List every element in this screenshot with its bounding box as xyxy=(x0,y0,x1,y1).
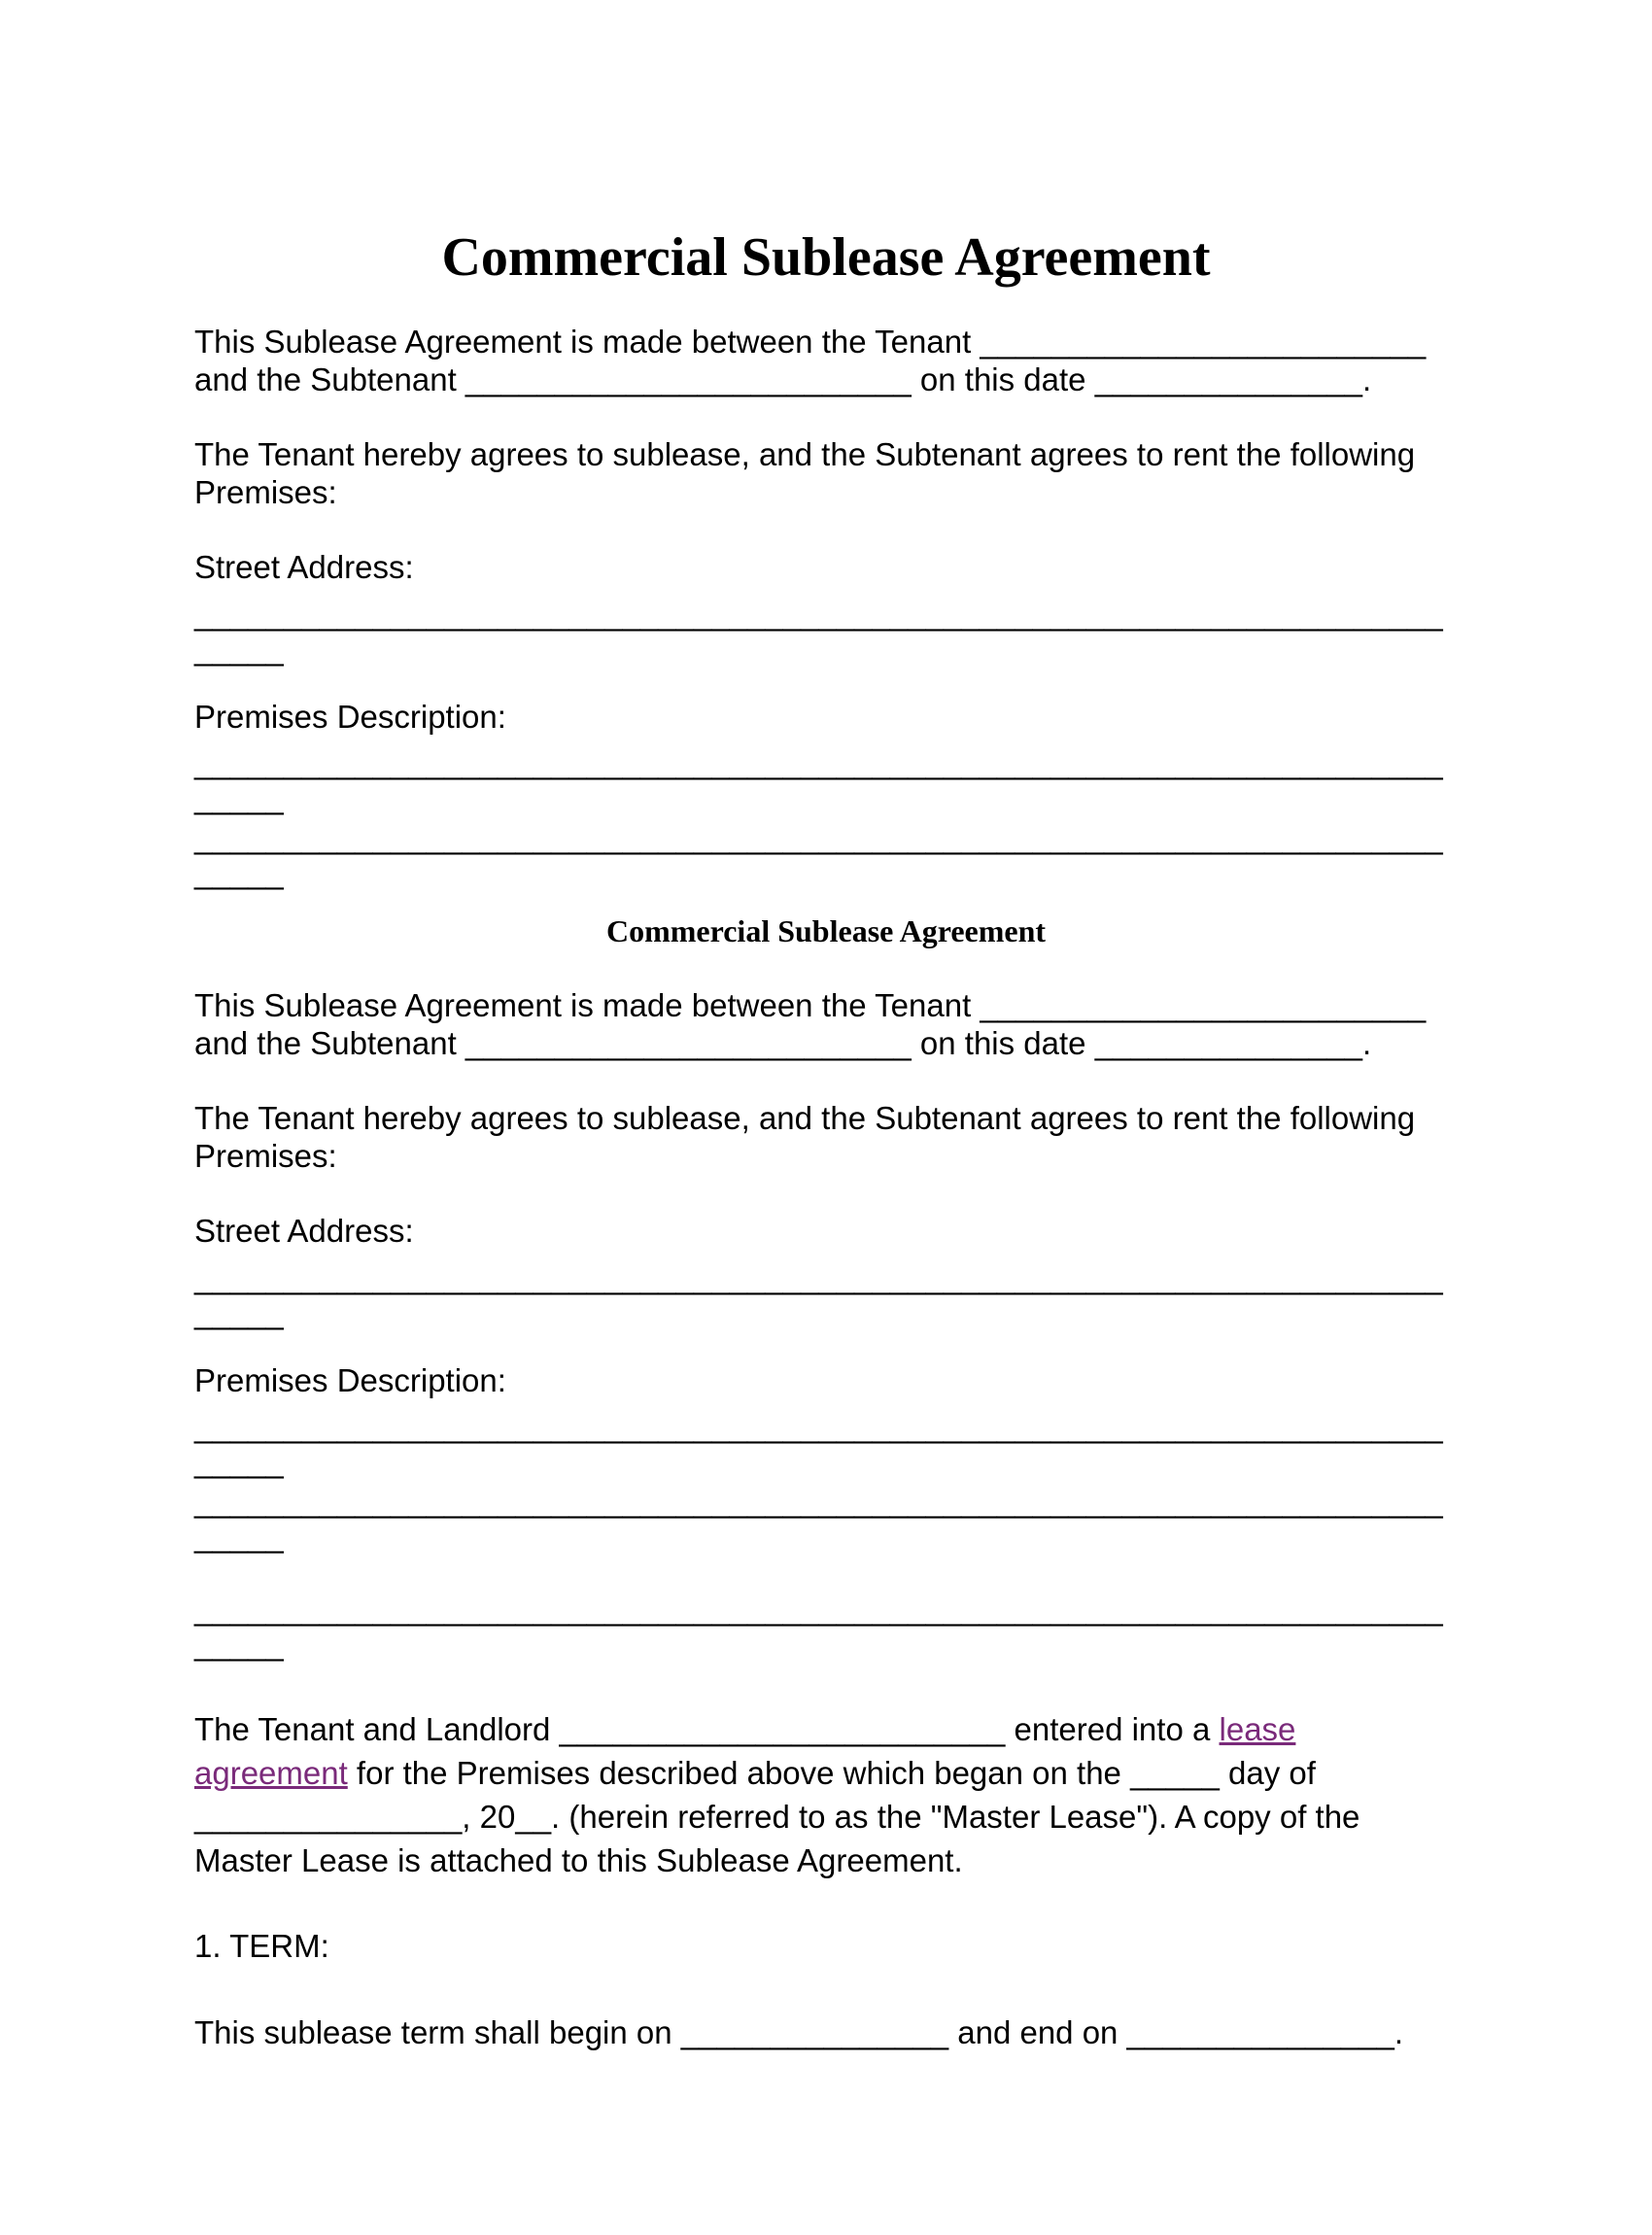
agrees-line-1: The Tenant hereby agrees to sublease, and the Subtenant agrees to rent the following xyxy=(194,1100,1416,1136)
intro-line-1: This Sublease Agreement is made between the Tenant _________________________ xyxy=(194,324,1427,360)
premises-description-label: Premises Description: xyxy=(194,1362,506,1398)
term-text: This sublease term shall begin on _______________ and end on _______________. xyxy=(194,2014,1404,2050)
premises-description-blank-1: ______________________________________________________________________ xyxy=(194,1408,1443,1444)
agrees-line-2: Premises: xyxy=(194,1138,337,1174)
premises-description-blank-3: ______________________________________________________________________ xyxy=(194,1591,1443,1627)
intro-line-1: This Sublease Agreement is made between the Tenant _________________________ xyxy=(194,987,1427,1023)
premises-description-label: Premises Description: xyxy=(194,699,506,735)
master-lease-line-4: Master Lease is attached to this Sublease Agreement. xyxy=(194,1842,963,1878)
lease-link[interactable]: lease xyxy=(1219,1711,1296,1747)
premises-description-blank-1-continued: _____ xyxy=(194,779,284,815)
agrees-line-2: Premises: xyxy=(194,474,337,510)
term-heading: 1. TERM: xyxy=(194,1928,329,1964)
agrees-line-1: The Tenant hereby agrees to sublease, and the Subtenant agrees to rent the following xyxy=(194,436,1416,472)
premises-description-blank-2-continued: _____ xyxy=(194,1518,284,1554)
street-address-label: Street Address: xyxy=(194,549,414,585)
premises-description-blank-3-continued: _____ xyxy=(194,1626,284,1662)
agreement-link[interactable]: agreement xyxy=(194,1755,348,1791)
intro-line-2: and the Subtenant _________________________ on this date _______________. xyxy=(194,361,1372,397)
master-lease-line-1 xyxy=(194,1710,1295,1749)
master-lease-line-2 xyxy=(194,1754,1316,1793)
street-address-blank: ______________________________________________________________________ xyxy=(194,596,1443,632)
street-address-blank-continued: _____ xyxy=(194,631,284,667)
master-lease-line-3: _______________, 20__. (herein referred to as the "Master Lease"). A copy of the xyxy=(194,1799,1360,1835)
street-address-blank: ______________________________________________________________________ xyxy=(194,1259,1443,1295)
street-address-label: Street Address: xyxy=(194,1213,414,1249)
premises-description-blank-2: ______________________________________________________________________ xyxy=(194,1483,1443,1519)
document-title: Commercial Sublease Agreement xyxy=(441,227,1211,288)
premises-description-blank-1-continued: _____ xyxy=(194,1443,284,1479)
premises-description-blank-1: ______________________________________________________________________ xyxy=(194,744,1443,780)
premises-description-blank-2-continued: _____ xyxy=(194,854,284,890)
master-lease-line-1-text: The Tenant and Landlord _________________________ entered into a xyxy=(194,1711,1220,1747)
street-address-blank-continued: _____ xyxy=(194,1294,284,1330)
premises-description-blank-2: ______________________________________________________________________ xyxy=(194,819,1443,855)
intro-line-2: and the Subtenant _________________________ on this date _______________. xyxy=(194,1025,1372,1061)
section-subtitle: Commercial Sublease Agreement xyxy=(605,913,1047,948)
master-lease-line-2-text: for the Premises described above which began on the _____ day of xyxy=(347,1755,1316,1791)
